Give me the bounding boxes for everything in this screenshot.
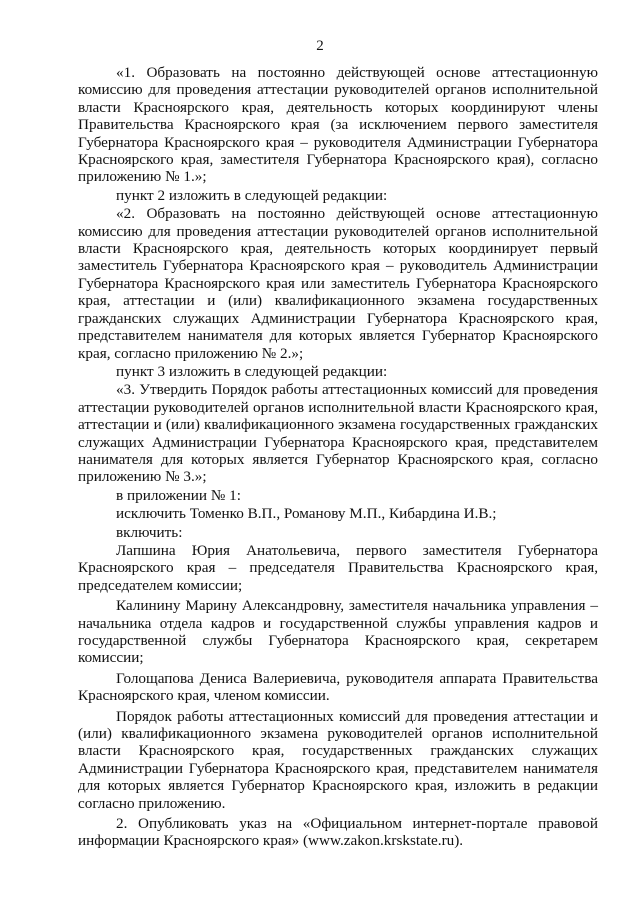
paragraph-point-3-intro: пункт 3 изложить в следующей редакции: (116, 362, 388, 380)
paragraph-item-2: «2. Образовать на постоянно действующей основе аттестационную комиссию для проведения аттестации руководителей органов исполнительной власти Красноярского края, деятельность которых координирует первый заместитель Губернатора Красноярского края – руководитель Администрации Губернатора Красноярского края или заместитель Губернатора Красноярского края, аттестации и (или) квалификационного экзамена государственных гражданских служащих Администрации Губернатора Красноярского края, представителем нанимателя для которых является Губернатор Красноярского края, согласно приложению № 2.»; (78, 205, 598, 362)
paragraph-publish: 2. Опубликовать указ на «Официальном интернет-портале правовой информации Красноярского края» (www.zakon.krskstate.ru). (78, 815, 598, 850)
paragraph-appendix-1: в приложении № 1: (116, 486, 241, 504)
paragraph-item-3: «3. Утвердить Порядок работы аттестационных комиссий для проведения аттестации руководителей органов исполнительной власти Красноярского края, аттестации и (или) квалификационного экзамена государственных гражданских служащих Администрации Губернатора Красноярского края, представителем нанимателя для которых является Губернатор Красноярского края, согласно приложению № 3.»; (78, 381, 598, 486)
paragraph-exclude: исключить Томенко В.П., Романову М.П., Кибардина И.В.; (116, 505, 497, 523)
paragraph-item-1: «1. Образовать на постоянно действующей основе аттестационную комиссию для проведения аттестации руководителей органов исполнительной власти Красноярского края, деятельность которых координируют члены Правительства Красноярского края (за исключением первого заместителя Губернатора Красноярского края – руководителя Администрации Губернатора Красноярского края, заместителя Губернатора Красноярского края), согласно приложению № 1.»; (78, 64, 598, 186)
paragraph-point-2-intro: пункт 2 изложить в следующей редакции: (116, 186, 388, 204)
document-body (78, 64, 598, 850)
paragraph-member-lapshin: Лапшина Юрия Анатольевича, первого заместителя Губернатора Красноярского края – председателя Правительства Красноярского края, председателем комиссии; (78, 541, 598, 594)
paragraph-member-kalinina: Калинину Марину Александровну, заместителя начальника управления – начальника отдела кадров и государственной службы управления кадров и государственной службы Губернатора Красноярского края, секретарем комиссии; (78, 597, 598, 667)
paragraph-procedure: Порядок работы аттестационных комиссий для проведения аттестации и (или) квалификационного экзамена руководителей органов исполнительной власти Красноярского края, государственных гражданских служащих Администрации Губернатора Красноярского края, представителем нанимателя для которых является Губернатор Красноярского края, изложить в редакции согласно приложению. (78, 707, 598, 812)
paragraph-include: включить: (116, 523, 183, 541)
page-number: 2 (316, 38, 324, 54)
paragraph-member-goloshchapov: Голощапова Дениса Валериевича, руководителя аппарата Правительства Красноярского края, членом комиссии. (78, 669, 598, 705)
